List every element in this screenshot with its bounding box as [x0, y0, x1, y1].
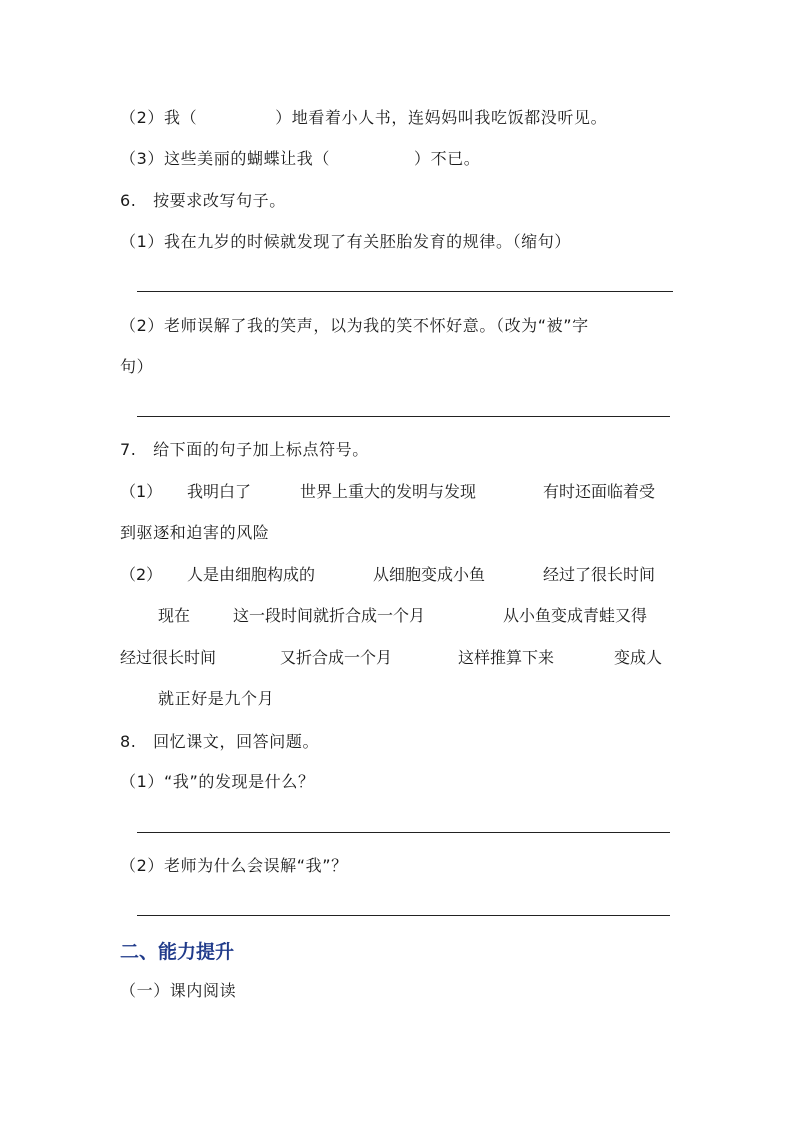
section-heading: 二、能力提升 [120, 941, 235, 963]
section-subheading: （一）课内阅读 [120, 981, 237, 1000]
q7-item-1-line-1: （1） 我明白了 世界上重大的发明与发现 有时还面临着受 [120, 482, 656, 501]
q5-item-2: （2）我（ ）地看着小人书，连妈妈叫我吃饭都没听见。 [120, 108, 608, 127]
q6-title: 6. 按要求改写句子。 [120, 191, 286, 210]
answer-line [137, 832, 670, 833]
answer-line [137, 291, 673, 292]
answer-line [137, 416, 670, 417]
q8-item-1: （1）“我”的发现是什么？ [120, 772, 315, 791]
q8-title: 8. 回忆课文，回答问题。 [120, 732, 320, 751]
q7-item-1-line-2: 到驱逐和迫害的风险 [120, 523, 270, 542]
q7-item-2-line-4: 就正好是九个月 [158, 689, 275, 708]
answer-line [137, 915, 670, 916]
q7-title: 7. 给下面的句子加上标点符号。 [120, 440, 369, 459]
q6-item-2-line-1: （2）老师误解了我的笑声，以为我的笑不怀好意。（改为“被”字 [120, 316, 589, 335]
q5-item-3: （3）这些美丽的蝴蝶让我（ ）不已。 [120, 149, 481, 168]
q8-item-2: （2）老师为什么会误解“我”？ [120, 856, 348, 875]
q7-item-2-line-1: （2） 人是由细胞构成的 从细胞变成小鱼 经过了很长时间 [120, 565, 656, 584]
q6-item-2-line-2: 句） [120, 357, 154, 376]
q6-item-1: （1）我在九岁的时候就发现了有关胚胎发育的规律。（缩句） [120, 232, 571, 251]
